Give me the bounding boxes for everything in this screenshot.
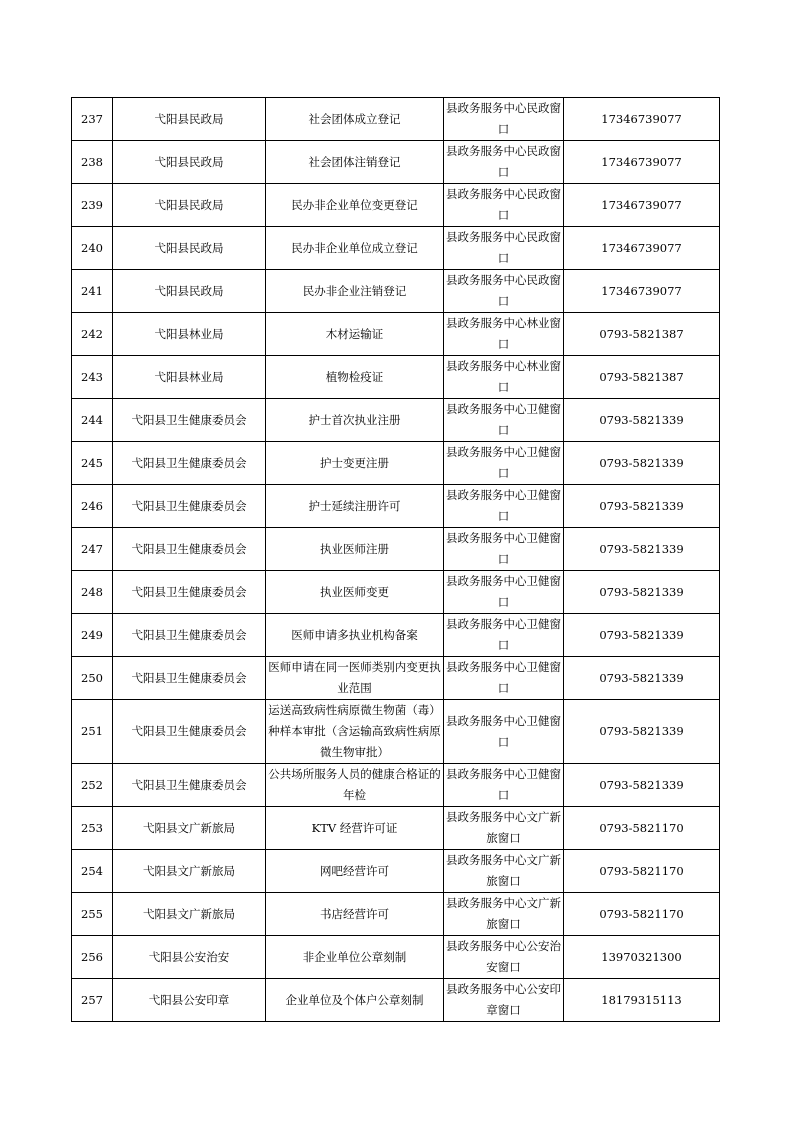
service-table-body bbox=[72, 98, 720, 1022]
service-window-cell: 县政务服务中心卫健窗口 bbox=[444, 657, 564, 700]
table-row bbox=[72, 485, 720, 528]
phone-cell: 0793-5821339 bbox=[564, 571, 720, 614]
service-item-cell: 护士延续注册许可 bbox=[266, 485, 444, 528]
department-cell: 弋阳县卫生健康委员会 bbox=[113, 485, 266, 528]
department-cell: 弋阳县民政局 bbox=[113, 227, 266, 270]
row-number-cell: 254 bbox=[72, 850, 113, 893]
row-number-cell: 257 bbox=[72, 979, 113, 1022]
service-window-cell: 县政务服务中心文广新旅窗口 bbox=[444, 807, 564, 850]
row-number-cell: 252 bbox=[72, 764, 113, 807]
phone-cell: 17346739077 bbox=[564, 270, 720, 313]
service-window-cell: 县政务服务中心文广新旅窗口 bbox=[444, 893, 564, 936]
phone-cell: 17346739077 bbox=[564, 141, 720, 184]
service-item-cell: 民办非企业注销登记 bbox=[266, 270, 444, 313]
row-number-cell: 239 bbox=[72, 184, 113, 227]
service-table bbox=[71, 97, 720, 1022]
department-cell: 弋阳县民政局 bbox=[113, 184, 266, 227]
phone-cell: 0793-5821170 bbox=[564, 893, 720, 936]
phone-cell: 0793-5821339 bbox=[564, 764, 720, 807]
table-row bbox=[72, 614, 720, 657]
row-number-cell: 253 bbox=[72, 807, 113, 850]
row-number-cell: 255 bbox=[72, 893, 113, 936]
service-window-cell: 县政务服务中心卫健窗口 bbox=[444, 528, 564, 571]
department-cell: 弋阳县卫生健康委员会 bbox=[113, 528, 266, 571]
row-number-cell: 251 bbox=[72, 700, 113, 764]
phone-cell: 0793-5821170 bbox=[564, 850, 720, 893]
service-window-cell: 县政务服务中心卫健窗口 bbox=[444, 614, 564, 657]
row-number-cell: 244 bbox=[72, 399, 113, 442]
service-window-cell: 县政务服务中心卫健窗口 bbox=[444, 442, 564, 485]
service-item-cell: 社会团体注销登记 bbox=[266, 141, 444, 184]
service-window-cell: 县政务服务中心公安印章窗口 bbox=[444, 979, 564, 1022]
department-cell: 弋阳县卫生健康委员会 bbox=[113, 399, 266, 442]
service-item-cell: 护士变更注册 bbox=[266, 442, 444, 485]
service-item-cell: 医师申请在同一医师类别内变更执业范围 bbox=[266, 657, 444, 700]
table-row bbox=[72, 936, 720, 979]
table-row bbox=[72, 764, 720, 807]
row-number-cell: 241 bbox=[72, 270, 113, 313]
department-cell: 弋阳县文广新旅局 bbox=[113, 807, 266, 850]
service-item-cell: 民办非企业单位变更登记 bbox=[266, 184, 444, 227]
row-number-cell: 245 bbox=[72, 442, 113, 485]
phone-cell: 0793-5821339 bbox=[564, 485, 720, 528]
department-cell: 弋阳县卫生健康委员会 bbox=[113, 614, 266, 657]
service-window-cell: 县政务服务中心卫健窗口 bbox=[444, 485, 564, 528]
service-item-cell: 书店经营许可 bbox=[266, 893, 444, 936]
department-cell: 弋阳县公安印章 bbox=[113, 979, 266, 1022]
phone-cell: 0793-5821387 bbox=[564, 313, 720, 356]
row-number-cell: 250 bbox=[72, 657, 113, 700]
department-cell: 弋阳县公安治安 bbox=[113, 936, 266, 979]
department-cell: 弋阳县卫生健康委员会 bbox=[113, 571, 266, 614]
table-row bbox=[72, 399, 720, 442]
row-number-cell: 249 bbox=[72, 614, 113, 657]
service-item-cell: 公共场所服务人员的健康合格证的年检 bbox=[266, 764, 444, 807]
table-row bbox=[72, 184, 720, 227]
department-cell: 弋阳县民政局 bbox=[113, 98, 266, 141]
table-row bbox=[72, 979, 720, 1022]
phone-cell: 0793-5821339 bbox=[564, 614, 720, 657]
service-window-cell: 县政务服务中心卫健窗口 bbox=[444, 399, 564, 442]
service-item-cell: 社会团体成立登记 bbox=[266, 98, 444, 141]
service-window-cell: 县政务服务中心卫健窗口 bbox=[444, 571, 564, 614]
row-number-cell: 248 bbox=[72, 571, 113, 614]
department-cell: 弋阳县文广新旅局 bbox=[113, 850, 266, 893]
service-window-cell: 县政务服务中心卫健窗口 bbox=[444, 764, 564, 807]
service-item-cell: KTV 经营许可证 bbox=[266, 807, 444, 850]
service-item-cell: 非企业单位公章刻制 bbox=[266, 936, 444, 979]
phone-cell: 0793-5821339 bbox=[564, 442, 720, 485]
table-row bbox=[72, 657, 720, 700]
phone-cell: 17346739077 bbox=[564, 227, 720, 270]
department-cell: 弋阳县民政局 bbox=[113, 270, 266, 313]
department-cell: 弋阳县卫生健康委员会 bbox=[113, 700, 266, 764]
department-cell: 弋阳县林业局 bbox=[113, 313, 266, 356]
service-item-cell: 民办非企业单位成立登记 bbox=[266, 227, 444, 270]
table-row bbox=[72, 141, 720, 184]
service-window-cell: 县政务服务中心文广新旅窗口 bbox=[444, 850, 564, 893]
phone-cell: 0793-5821170 bbox=[564, 807, 720, 850]
department-cell: 弋阳县卫生健康委员会 bbox=[113, 764, 266, 807]
service-window-cell: 县政务服务中心卫健窗口 bbox=[444, 700, 564, 764]
table-row bbox=[72, 227, 720, 270]
row-number-cell: 247 bbox=[72, 528, 113, 571]
table-row bbox=[72, 270, 720, 313]
row-number-cell: 246 bbox=[72, 485, 113, 528]
table-row bbox=[72, 98, 720, 141]
phone-cell: 17346739077 bbox=[564, 184, 720, 227]
service-item-cell: 运送高致病性病原微生物菌（毒）种样本审批（含运输高致病性病原微生物审批） bbox=[266, 700, 444, 764]
phone-cell: 18179315113 bbox=[564, 979, 720, 1022]
table-row bbox=[72, 700, 720, 764]
service-window-cell: 县政务服务中心林业窗口 bbox=[444, 356, 564, 399]
service-window-cell: 县政务服务中心公安治安窗口 bbox=[444, 936, 564, 979]
phone-cell: 0793-5821339 bbox=[564, 528, 720, 571]
department-cell: 弋阳县卫生健康委员会 bbox=[113, 442, 266, 485]
service-item-cell: 植物检疫证 bbox=[266, 356, 444, 399]
department-cell: 弋阳县林业局 bbox=[113, 356, 266, 399]
phone-cell: 0793-5821339 bbox=[564, 399, 720, 442]
service-item-cell: 执业医师变更 bbox=[266, 571, 444, 614]
row-number-cell: 240 bbox=[72, 227, 113, 270]
service-window-cell: 县政务服务中心民政窗口 bbox=[444, 141, 564, 184]
table-row bbox=[72, 893, 720, 936]
table-row bbox=[72, 850, 720, 893]
service-item-cell: 护士首次执业注册 bbox=[266, 399, 444, 442]
table-row bbox=[72, 442, 720, 485]
table-row bbox=[72, 313, 720, 356]
table-row bbox=[72, 528, 720, 571]
phone-cell: 0793-5821339 bbox=[564, 657, 720, 700]
service-item-cell: 企业单位及个体户公章刻制 bbox=[266, 979, 444, 1022]
service-window-cell: 县政务服务中心民政窗口 bbox=[444, 227, 564, 270]
row-number-cell: 256 bbox=[72, 936, 113, 979]
phone-cell: 0793-5821387 bbox=[564, 356, 720, 399]
phone-cell: 17346739077 bbox=[564, 98, 720, 141]
service-item-cell: 网吧经营许可 bbox=[266, 850, 444, 893]
row-number-cell: 238 bbox=[72, 141, 113, 184]
table-row bbox=[72, 571, 720, 614]
department-cell: 弋阳县卫生健康委员会 bbox=[113, 657, 266, 700]
service-item-cell: 医师申请多执业机构备案 bbox=[266, 614, 444, 657]
table-row bbox=[72, 807, 720, 850]
service-item-cell: 木材运输证 bbox=[266, 313, 444, 356]
service-window-cell: 县政务服务中心民政窗口 bbox=[444, 184, 564, 227]
service-item-cell: 执业医师注册 bbox=[266, 528, 444, 571]
service-window-cell: 县政务服务中心民政窗口 bbox=[444, 270, 564, 313]
table-row bbox=[72, 356, 720, 399]
row-number-cell: 237 bbox=[72, 98, 113, 141]
row-number-cell: 243 bbox=[72, 356, 113, 399]
department-cell: 弋阳县文广新旅局 bbox=[113, 893, 266, 936]
service-window-cell: 县政务服务中心林业窗口 bbox=[444, 313, 564, 356]
department-cell: 弋阳县民政局 bbox=[113, 141, 266, 184]
phone-cell: 0793-5821339 bbox=[564, 700, 720, 764]
phone-cell: 13970321300 bbox=[564, 936, 720, 979]
row-number-cell: 242 bbox=[72, 313, 113, 356]
service-window-cell: 县政务服务中心民政窗口 bbox=[444, 98, 564, 141]
